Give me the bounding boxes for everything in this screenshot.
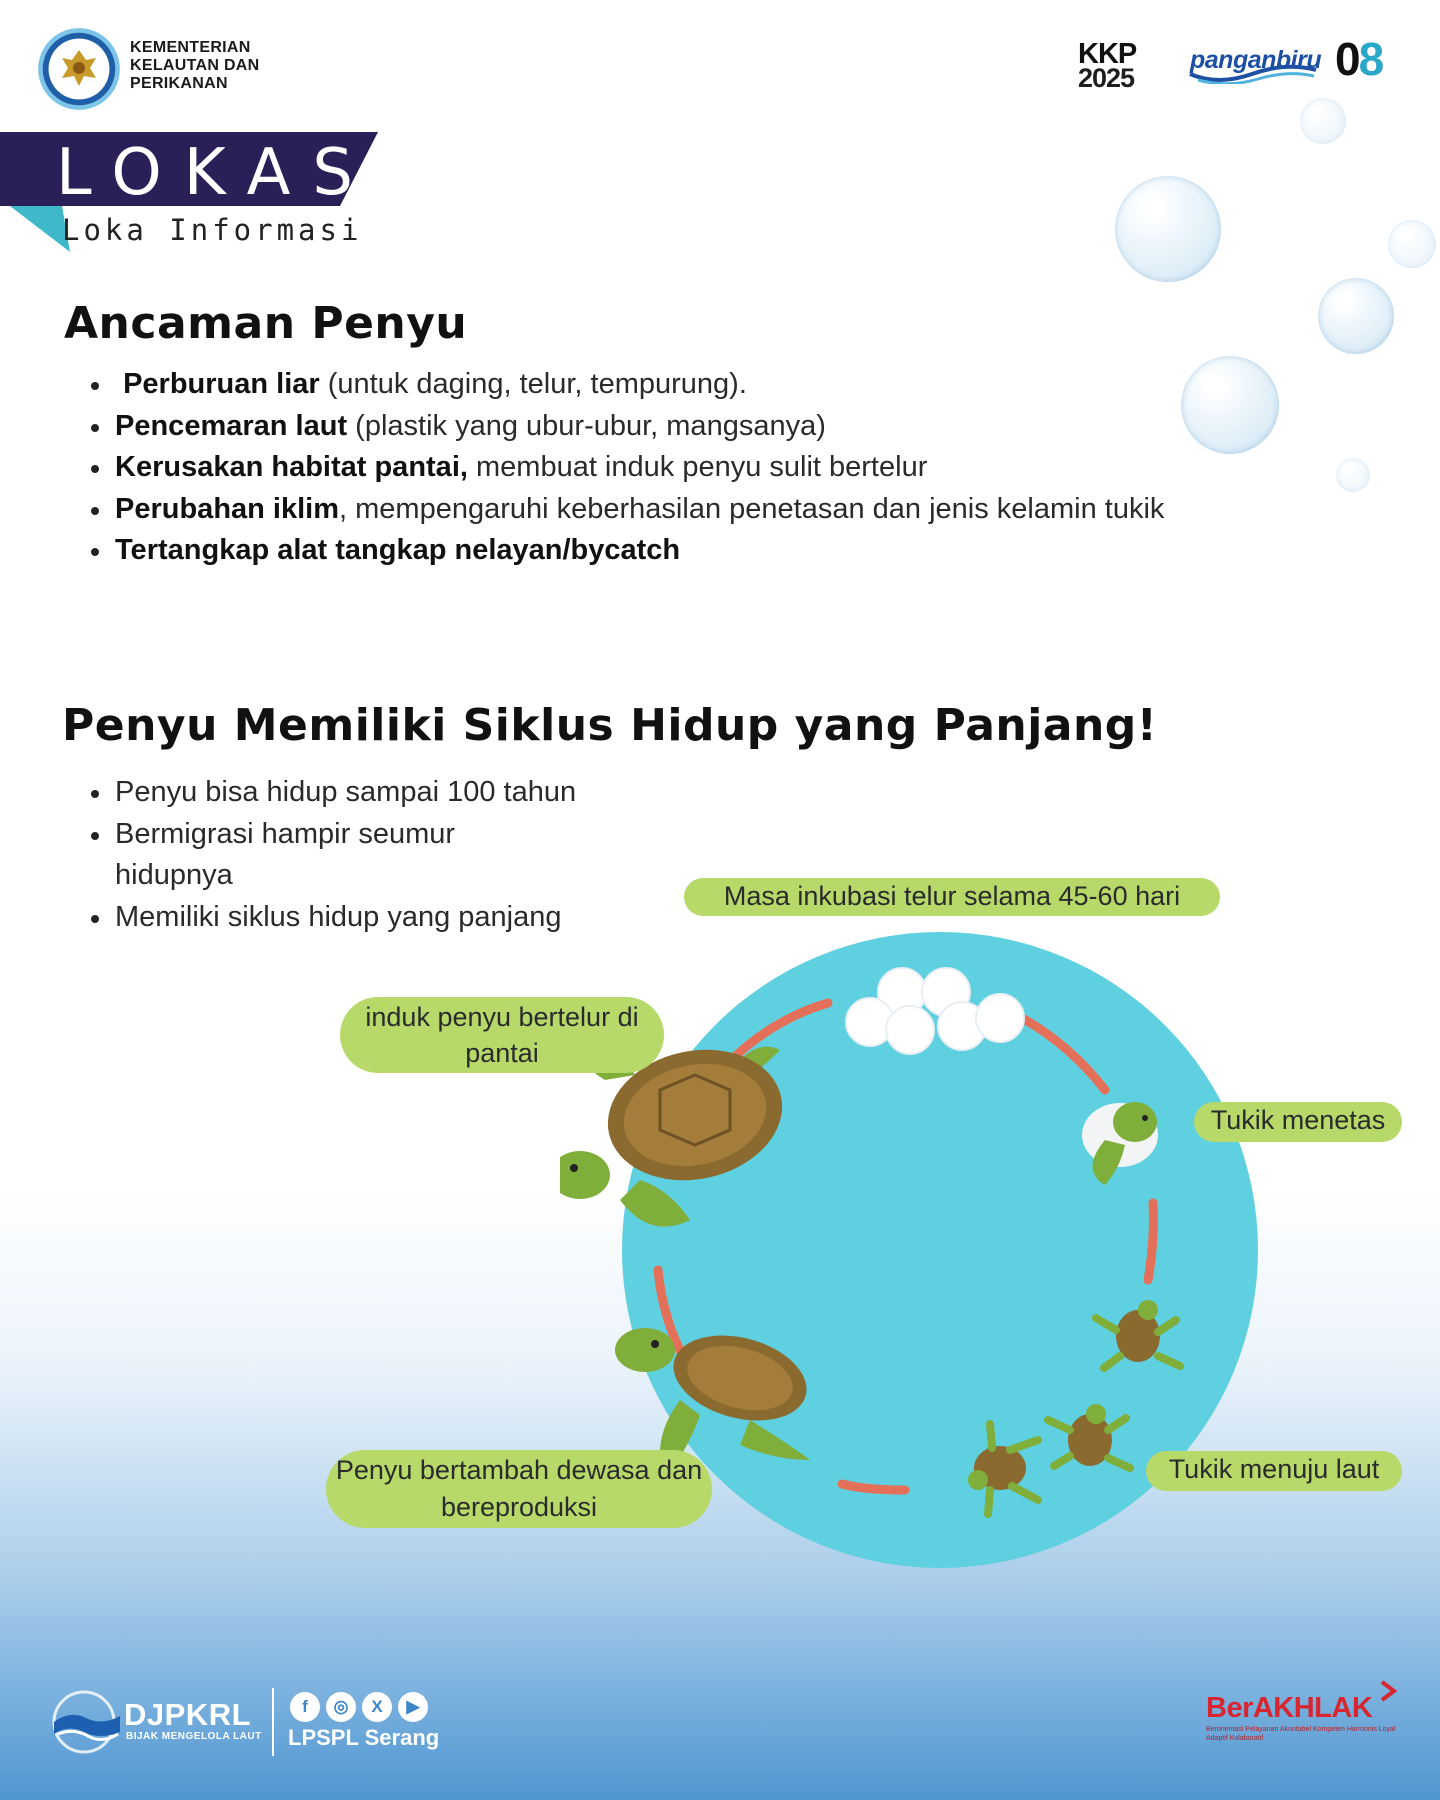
threat-detail: (untuk daging, telur, tempurung). [319,368,747,400]
lpspl-account: LPSPL Serang [288,1725,440,1750]
stage-hatching-label: Tukik menetas [1194,1102,1402,1142]
djpkrl-tagline: BIJAK MENGELOLA LAUT [126,1731,262,1742]
list-item: Memiliki siklus hidup yang panjang [64,897,624,939]
ministry-line: PERIKANAN [130,75,228,92]
logo-digit: 8 [1358,33,1383,85]
facebook-icon[interactable]: f [290,1692,320,1722]
threat-name: Pencemaran laut [115,409,348,442]
list-item [64,447,1326,489]
bubble-decoration [1388,220,1436,268]
list-item: Penyu bisa hidup sampai 100 tahun [64,772,624,814]
ministry-line: KEMENTERIAN [130,39,251,56]
berakhlak-logo: BerAKHLAK [1206,1692,1373,1724]
bubble-decoration [1115,176,1221,282]
list-item: Bermigrasi hampir seumur hidupnya [64,814,475,897]
kkp-2025-logo [1078,38,1137,93]
instagram-icon[interactable]: ◎ [326,1692,356,1722]
bubble-decoration [1300,98,1346,144]
ministry-name [130,39,260,93]
berakhlak-arrow-icon [1378,1680,1398,1702]
threat-name: Kerusakan habitat pantai, [115,451,468,483]
list-item [64,406,1326,448]
stage-incubation-label: Masa inkubasi telur selama 45-60 hari [684,878,1220,916]
ministry-emblem-icon [38,28,120,110]
lifecycle-heading: Penyu Memiliki Siklus Hidup yang Panjang! [62,700,1158,751]
list-item [64,489,1326,531]
footer-divider [272,1688,274,1756]
stage-to-sea-label: Tukik menuju laut [1146,1451,1402,1491]
stage-nesting-label: induk penyu bertelur di pantai [340,997,664,1073]
list-item [64,530,1326,572]
pangan-biru-logo: panganbiru [1190,46,1322,74]
threats-heading: Ancaman Penyu [64,298,468,349]
threat-detail: (plastik yang ubur-ubur, mangsanya) [347,409,826,442]
list-item [64,364,1326,406]
kkp-logo-year: 2025 [1078,63,1135,93]
threat-detail: membuat induk penyu sulit bertelur [467,451,928,483]
stage-adult-label: Penyu bertambah dewasa dan bereproduksi [326,1450,712,1528]
threat-name: Perburuan liar [123,368,320,400]
x-icon[interactable]: X [362,1692,392,1722]
youtube-icon[interactable]: ▶ [398,1692,428,1722]
kkp-logo-text: KKP [1078,38,1137,70]
banner-subtitle: Loka Informasi [62,213,363,247]
bubble-decoration [1318,278,1394,354]
banner-title: LOKASI [56,136,416,210]
djpkrl-name: DJPKRL [124,1697,252,1732]
berakhlak-tagline: Berorientasi Pelayanan Akuntabel Kompeten Harmonis Loyal Adaptif Kolaboratif [1206,1726,1396,1742]
threats-list [64,364,1326,572]
asta-cita-08-logo [1335,33,1383,85]
threat-name: Perubahan iklim [115,492,340,525]
logo-digit: 0 [1335,33,1359,85]
bubble-decoration [1336,458,1370,492]
threat-name: Tertangkap alat tangkap nelayan/bycatch [115,534,681,566]
djpkrl-logo-icon [50,1688,122,1754]
threat-detail: , mempengaruhi keberhasilan penetasan dan jenis kelamin tukik [339,492,1165,525]
lifecycle-facts-list [64,772,624,938]
pangan-biru-wave-icon [1188,64,1318,84]
ministry-line: KELAUTAN DAN [130,57,260,74]
